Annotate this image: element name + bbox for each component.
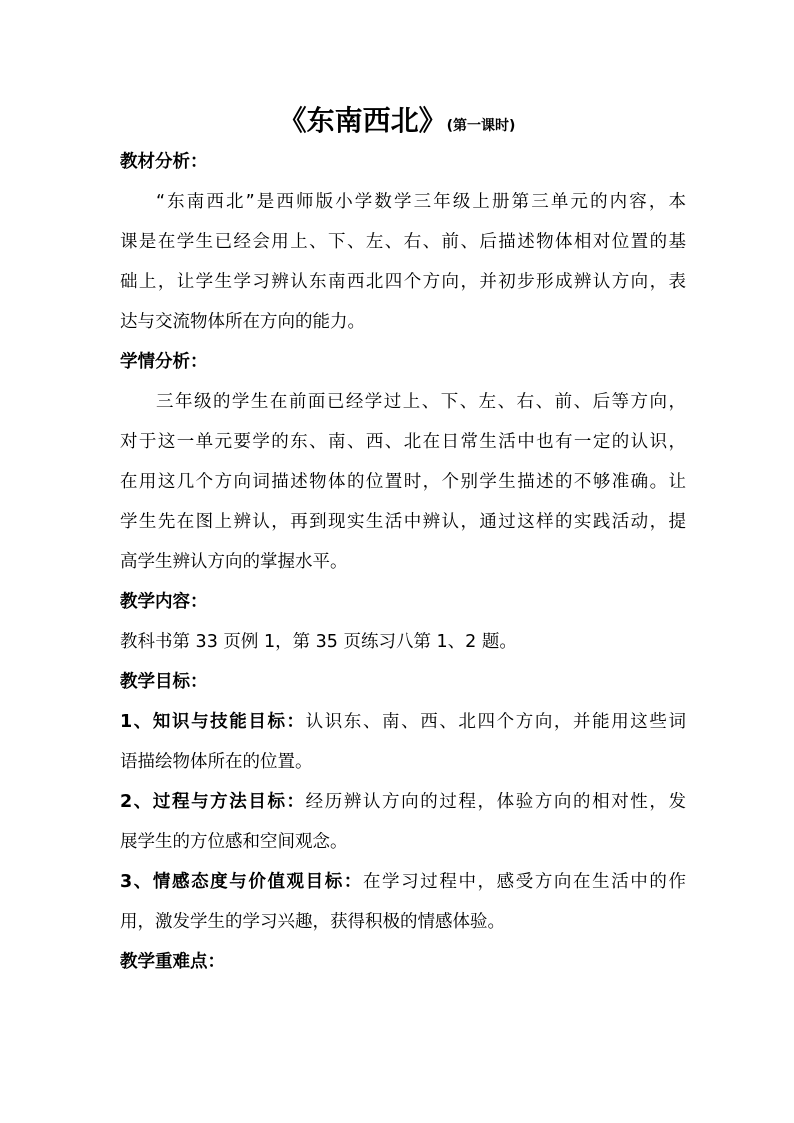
section-heading-students: 学情分析： (120, 352, 208, 372)
title-subtitle: (第一课时) (446, 118, 516, 134)
goal-1-number: 1、 (120, 712, 153, 732)
goal-2-label: 过程与方法目标： (152, 792, 306, 812)
students-line-4: 学生先在图上辨认，再到现实生活中辨认，通过这样的实践活动，提 (120, 512, 686, 532)
content-line-1: 教科书第 33 页例 1，第 35 页练习八第 1、2 题。 (120, 632, 517, 652)
students-line-3: 在用这几个方向词描述物体的位置时，个别学生描述的不够准确。让 (120, 472, 686, 492)
section-heading-content: 教学内容： (120, 592, 208, 612)
goal-1-text: 认识东、南、西、北四个方向，并能用这些词 (305, 712, 686, 732)
section-heading-goals: 教学目标： (120, 672, 208, 692)
students-line-1: 三年级的学生在前面已经学过上、下、左、右、前、后等方向， (156, 392, 686, 412)
goal-3-number: 3、 (120, 872, 153, 892)
goal-2-text: 经历辨认方向的过程，体验方向的相对性，发 (305, 792, 686, 812)
material-line-3: 础上，让学生学习辨认东南西北四个方向，并初步形成辨认方向，表 (120, 272, 686, 292)
goal-2-line-2: 展学生的方位感和空间观念。 (120, 832, 348, 852)
material-line-4: 达与交流物体所在方向的能力。 (120, 312, 365, 332)
material-line-2: 课是在学生已经会用上、下、左、右、前、后描述物体相对位置的基 (120, 232, 686, 252)
goal-1-line-1 (120, 702, 686, 742)
goal-2-number: 2、 (120, 792, 153, 812)
students-line-2: 对于这一单元要学的东、南、西、北在日常生活中也有一定的认识， (120, 432, 686, 452)
material-line-1: “东南西北”是西师版小学数学三年级上册第三单元的内容，本 (156, 192, 686, 212)
students-line-5: 高学生辨认方向的掌握水平。 (120, 552, 348, 572)
section-heading-difficulties: 教学重难点： (120, 952, 225, 972)
goal-2-line-1 (120, 782, 686, 822)
goal-1-line-2: 语描绘物体所在的位置。 (120, 752, 313, 772)
goal-3-text: 在学习过程中，感受方向在生活中的作 (362, 872, 686, 892)
goal-1-label: 知识与技能目标： (152, 712, 306, 732)
title-main: 《东南西北》 (278, 104, 447, 137)
document-title (0, 104, 794, 143)
section-heading-material: 教材分析： (120, 152, 208, 172)
goal-3-label: 情感态度与价值观目标： (152, 872, 363, 892)
goal-3-line-2: 用，激发学生的学习兴趣，获得积极的情感体验。 (120, 912, 505, 932)
document-body (120, 142, 686, 982)
goal-3-line-1 (120, 862, 686, 902)
